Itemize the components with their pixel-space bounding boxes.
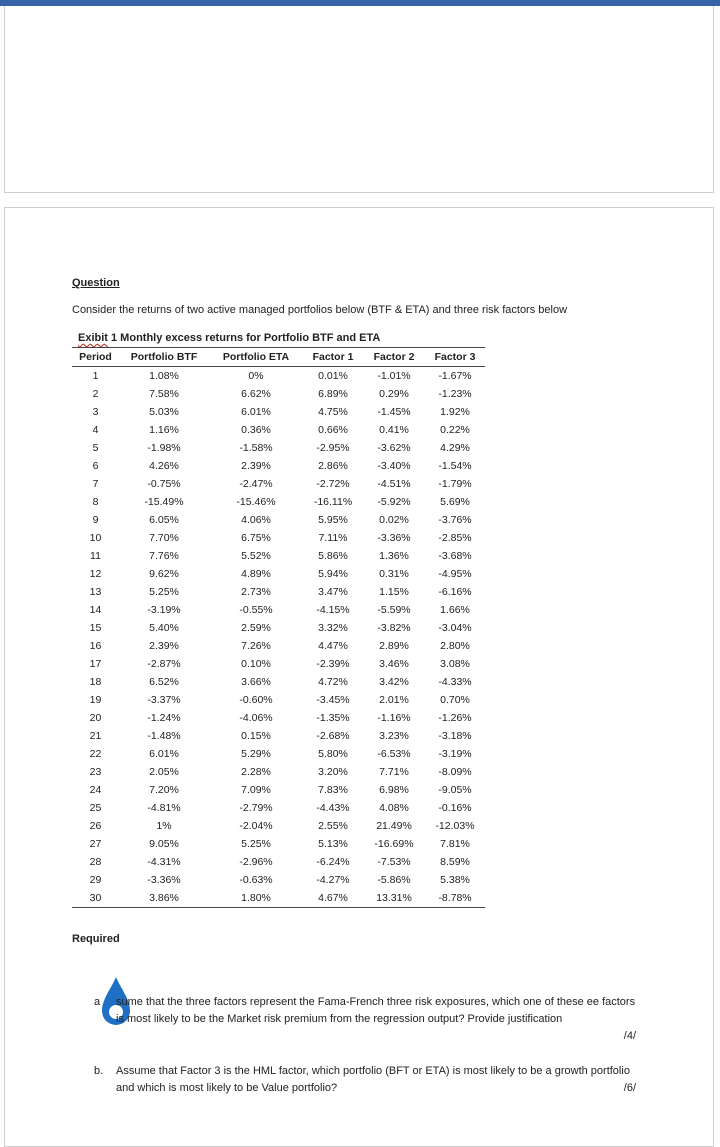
table-cell: -2.72% (316, 478, 350, 490)
table-cell: 10 (89, 532, 102, 544)
table-cell: 1.80% (209, 889, 303, 908)
table-cell: 0.41% (379, 424, 409, 436)
table-cell: 7.09% (241, 784, 271, 796)
table-cell: -1.98% (147, 442, 181, 454)
table-cell: -3.82% (377, 622, 411, 634)
table-cell: 5.25% (241, 838, 271, 850)
table-cell: 27 (89, 838, 102, 850)
table-cell: 25 (89, 802, 102, 814)
table-cell: 15 (89, 622, 102, 634)
table-row (72, 421, 485, 439)
table-body (72, 367, 485, 908)
table-cell: -1.16% (377, 712, 411, 724)
table-cell: 9.05% (149, 838, 179, 850)
table-cell: 13 (89, 586, 102, 598)
table-cell: 21 (89, 730, 102, 742)
table-cell: -4.15% (316, 604, 350, 616)
table-cell: 2.89% (379, 640, 409, 652)
table-row (72, 457, 485, 475)
table-cell: -3.36% (147, 874, 181, 886)
table-cell: 0.10% (241, 658, 271, 670)
table-cell: 22 (89, 748, 102, 760)
table-cell: 8.59% (440, 856, 470, 868)
table-row (72, 565, 485, 583)
table-cell: 21.49% (376, 820, 412, 832)
table-cell: 1.15% (379, 586, 409, 598)
table-row (72, 817, 485, 835)
table-cell: 2.28% (241, 766, 271, 778)
table-row (72, 727, 485, 745)
question-b-letter: b. (94, 1065, 104, 1077)
column-header: Period (72, 348, 119, 367)
table-cell: -3.37% (147, 694, 181, 706)
table-cell: 2.73% (241, 586, 271, 598)
table-cell: -1.67% (438, 370, 472, 382)
table-cell: 24 (89, 784, 102, 796)
table-cell: 0.31% (379, 568, 409, 580)
column-header: Portfolio BTF (119, 348, 209, 367)
table-cell: -16.11% (313, 496, 353, 508)
table-cell: 7.26% (241, 640, 271, 652)
table-cell: 5.13% (318, 838, 348, 850)
table-cell: -4.43% (316, 802, 350, 814)
table-cell: 2.39% (241, 460, 271, 472)
table-cell: 4.72% (318, 676, 348, 688)
table-cell: -0.16% (438, 802, 472, 814)
table-cell: -8.09% (438, 766, 472, 778)
table-cell: -6.16% (438, 586, 472, 598)
table-cell: 5.40% (149, 622, 179, 634)
table-row (72, 691, 485, 709)
table-cell: 2.01% (379, 694, 409, 706)
table-cell: -6.24% (316, 856, 350, 868)
table-cell: 1.16% (149, 424, 179, 436)
table-row (72, 889, 485, 908)
previous-page (4, 6, 714, 193)
table-cell: 6.75% (241, 532, 271, 544)
table-cell: -4.81% (147, 802, 181, 814)
column-header: Factor 2 (363, 348, 425, 367)
table-cell: 1 (92, 370, 99, 382)
table-cell: 3.66% (241, 676, 271, 688)
table-cell: -1.79% (438, 478, 472, 490)
table-cell: 7.11% (318, 532, 348, 544)
table-cell: 2.86% (318, 460, 348, 472)
table-row (72, 835, 485, 853)
table-cell: -16.69% (374, 838, 414, 850)
table-row (72, 547, 485, 565)
table-row (72, 601, 485, 619)
table-cell: 7.81% (440, 838, 470, 850)
table-cell: 5.95% (318, 514, 348, 526)
table-cell: -5.92% (377, 496, 411, 508)
intro-text: Consider the returns of two active managed portfolios below (BTF & ETA) and three risk factors below (72, 304, 568, 316)
table-cell: 1.66% (440, 604, 470, 616)
table-cell: 3.86% (119, 889, 209, 908)
table-row (72, 763, 485, 781)
table-cell: 20 (89, 712, 102, 724)
table-cell: 5.94% (318, 568, 348, 580)
returns-table (72, 347, 485, 908)
table-cell: 0.15% (241, 730, 271, 742)
table-cell: 3.20% (318, 766, 348, 778)
table-cell: 7.83% (318, 784, 348, 796)
table-cell: 1.36% (379, 550, 409, 562)
exhibit-title: 1 Monthly excess returns for Portfolio BTF and ETA (107, 332, 381, 344)
table-cell: -4.95% (438, 568, 472, 580)
table-cell: 5 (92, 442, 99, 454)
table-row (72, 475, 485, 493)
table-cell: -4.31% (147, 856, 181, 868)
table-cell: 6.89% (318, 388, 348, 400)
table-cell: 9 (92, 514, 99, 526)
table-cell: -3.18% (438, 730, 472, 742)
table-cell: -7.53% (377, 856, 411, 868)
table-row (72, 853, 485, 871)
table-row (72, 493, 485, 511)
table-cell: 5.29% (241, 748, 271, 760)
table-row (72, 403, 485, 421)
table-cell: -1.35% (316, 712, 350, 724)
table-cell: 1.08% (149, 370, 179, 382)
table-cell: 1% (156, 820, 172, 832)
table-row (72, 619, 485, 637)
table-cell: 4.67% (303, 889, 363, 908)
table-row (72, 799, 485, 817)
table-cell: -4.51% (377, 478, 411, 490)
table-cell: -15.49% (144, 496, 184, 508)
table-row (72, 439, 485, 457)
table-row (72, 583, 485, 601)
table-cell: 16 (89, 640, 102, 652)
table-cell: -3.45% (316, 694, 350, 706)
question-a-marks: /4/ (623, 1030, 636, 1042)
table-cell: 6.01% (241, 406, 271, 418)
table-row (72, 745, 485, 763)
table-cell: 23 (89, 766, 102, 778)
table-cell: 4.47% (318, 640, 348, 652)
table-cell: 3.42% (379, 676, 409, 688)
table-cell: 7.76% (149, 550, 179, 562)
table-cell: 5.38% (440, 874, 470, 886)
table-cell: -2.85% (438, 532, 472, 544)
table-cell: -1.54% (438, 460, 472, 472)
table-cell: 4.89% (241, 568, 271, 580)
table-cell: 6.52% (149, 676, 179, 688)
table-cell: 4.26% (149, 460, 179, 472)
table-cell: 26 (89, 820, 102, 832)
table-cell: -12.03% (435, 820, 475, 832)
table-cell: 5.69% (440, 496, 470, 508)
table-row (72, 367, 485, 386)
table-cell: 17 (89, 658, 102, 670)
table-cell: -1.45% (377, 406, 411, 418)
table-cell: -4.06% (239, 712, 273, 724)
table-cell: -2.87% (147, 658, 181, 670)
table-cell: -3.62% (377, 442, 411, 454)
table-cell: 6.98% (379, 784, 409, 796)
table-cell: -1.58% (239, 442, 273, 454)
table-header-row (72, 348, 485, 367)
table-cell: 4.29% (440, 442, 470, 454)
table-cell: 6.62% (241, 388, 271, 400)
table-cell: 0.01% (318, 370, 348, 382)
table-cell: 3.47% (318, 586, 348, 598)
table-cell: -4.33% (438, 676, 472, 688)
table-cell: 28 (89, 856, 102, 868)
table-cell: 7.71% (379, 766, 409, 778)
table-cell: 0.02% (379, 514, 409, 526)
table-cell: -3.76% (438, 514, 472, 526)
table-cell: -1.24% (147, 712, 181, 724)
question-heading: Question (72, 277, 120, 289)
column-header: Portfolio ETA (209, 348, 303, 367)
table-cell: -1.48% (147, 730, 181, 742)
table-cell: -4.27% (316, 874, 350, 886)
table-cell: 1.92% (440, 406, 470, 418)
table-row (72, 637, 485, 655)
table-cell: 3 (92, 406, 99, 418)
table-cell: 14 (89, 604, 102, 616)
table-cell: 29 (89, 874, 102, 886)
table-cell: -9.05% (438, 784, 472, 796)
column-header: Factor 3 (425, 348, 485, 367)
table-cell: 2.39% (149, 640, 179, 652)
table-cell: 30 (72, 889, 119, 908)
table-row (72, 385, 485, 403)
table-cell: 3.46% (379, 658, 409, 670)
table-cell: 0.36% (241, 424, 271, 436)
table-cell: -2.96% (239, 856, 273, 868)
table-cell: 3.23% (379, 730, 409, 742)
table-cell: -2.68% (316, 730, 350, 742)
table-cell: -8.78% (425, 889, 485, 908)
table-cell: 6.01% (149, 748, 179, 760)
table-cell: 4.06% (241, 514, 271, 526)
table-cell: 2.59% (241, 622, 271, 634)
table-cell: 6 (92, 460, 99, 472)
table-cell: 7.70% (149, 532, 179, 544)
table-cell: -6.53% (377, 748, 411, 760)
table-cell: 2.05% (149, 766, 179, 778)
table-row (72, 709, 485, 727)
table-cell: -1.23% (438, 388, 472, 400)
table-cell: -5.59% (377, 604, 411, 616)
table-cell: -3.68% (438, 550, 472, 562)
question-b-marks: /6/ (623, 1082, 636, 1094)
table-row (72, 673, 485, 691)
exhibit-caption (78, 332, 380, 344)
question-a-letter: a (94, 996, 101, 1008)
table-cell: 6.05% (149, 514, 179, 526)
table-cell: 2.80% (440, 640, 470, 652)
table-cell: 3.08% (440, 658, 470, 670)
table-cell: 18 (89, 676, 102, 688)
table-cell: -0.63% (239, 874, 273, 886)
table-row (72, 655, 485, 673)
table-cell: -2.79% (239, 802, 273, 814)
column-header: Factor 1 (303, 348, 363, 367)
table-cell: 5.80% (318, 748, 348, 760)
table-cell: 0.70% (440, 694, 470, 706)
table-cell: -2.39% (316, 658, 350, 670)
table-cell: 13.31% (363, 889, 425, 908)
table-row (72, 781, 485, 799)
table-cell: 8 (92, 496, 99, 508)
table-cell: 5.52% (241, 550, 271, 562)
table-cell: -2.47% (239, 478, 273, 490)
table-cell: 4.08% (379, 802, 409, 814)
table-cell: 2.55% (318, 820, 348, 832)
table-cell: 19 (89, 694, 102, 706)
table-cell: 0.29% (379, 388, 409, 400)
table-cell: -0.60% (239, 694, 273, 706)
table-cell: -5.86% (377, 874, 411, 886)
table-cell: 0.22% (440, 424, 470, 436)
table-row (72, 511, 485, 529)
table-cell: -1.01% (377, 370, 411, 382)
table-cell: -3.40% (377, 460, 411, 472)
table-cell: -3.36% (377, 532, 411, 544)
table-cell: -2.04% (239, 820, 273, 832)
table-cell: 12 (89, 568, 102, 580)
table-cell: -3.19% (147, 604, 181, 616)
table-cell: 4.75% (318, 406, 348, 418)
table-cell: 5.25% (149, 586, 179, 598)
table-cell: 0% (248, 370, 264, 382)
table-cell: 7.58% (149, 388, 179, 400)
table-cell: 9.62% (149, 568, 179, 580)
table-cell: 7 (92, 478, 99, 490)
table-cell: 5.03% (149, 406, 179, 418)
table-row (72, 529, 485, 547)
table-cell: -3.04% (438, 622, 472, 634)
table-cell: 0.66% (318, 424, 348, 436)
table-cell: 5.86% (318, 550, 348, 562)
table-cell: -3.19% (438, 748, 472, 760)
table-cell: 3.32% (318, 622, 348, 634)
question-a-text: sume that the three factors represent the Fama-French three risk exposures, which one of these ee factors is most likely to be the Market risk premium from the regression output? Provide justification (116, 996, 636, 1025)
table-cell: -15.46% (236, 496, 276, 508)
table-row (72, 871, 485, 889)
table-cell: 2 (92, 388, 99, 400)
table-cell: 7.20% (149, 784, 179, 796)
table-cell: 11 (90, 550, 101, 562)
table-cell: -1.26% (438, 712, 472, 724)
required-heading: Required (72, 933, 120, 945)
table-cell: -2.95% (316, 442, 350, 454)
table-cell: 4 (92, 424, 99, 436)
table-cell: -0.75% (147, 478, 181, 490)
exhibit-label: Exibit (78, 332, 108, 344)
table-cell: -0.55% (239, 604, 273, 616)
question-b-text: Assume that Factor 3 is the HML factor, which portfolio (BFT or ETA) is most likely to be a growth portfolio and which is most likely to be Value portfolio? (116, 1065, 630, 1094)
